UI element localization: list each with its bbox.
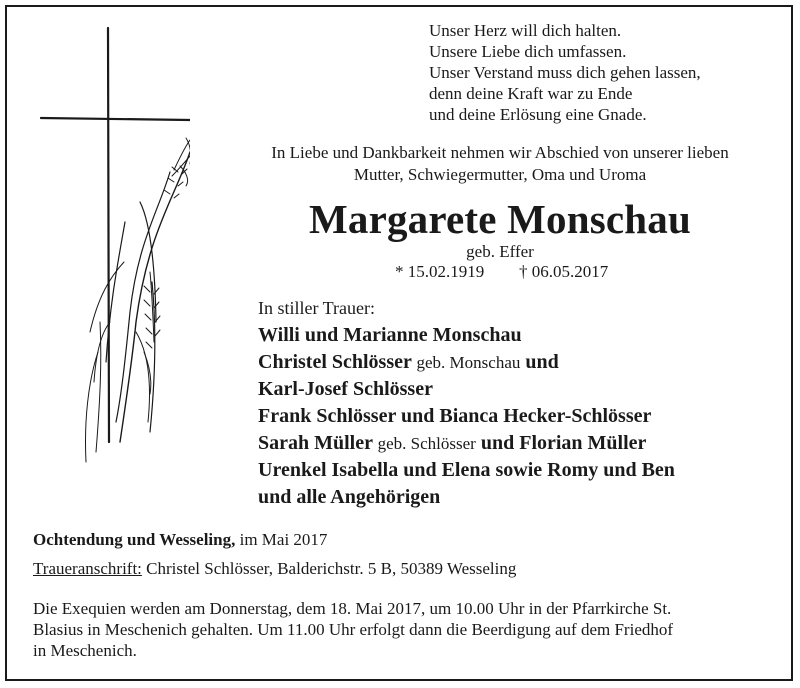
mourner-line: Willi und Marianne Monschau bbox=[258, 324, 522, 346]
poem bbox=[429, 20, 789, 125]
mourner-line: und alle Angehörigen bbox=[258, 486, 441, 508]
death-date: † 06.05.2017 bbox=[519, 262, 609, 281]
funeral-line: Blasius in Meschenich gehalten. Um 11.00 Uhr erfolgt dann die Beerdigung auf dem Friedhof bbox=[33, 620, 674, 639]
mourner-line: Urenkel Isabella und Elena sowie Romy und Ben bbox=[258, 459, 675, 481]
mourner-line: Frank Schlösser und Bianca Hecker-Schlösser bbox=[258, 405, 652, 427]
maiden-name: geb. Effer bbox=[466, 242, 534, 261]
poem-line: und deine Erlösung eine Gnade. bbox=[429, 105, 647, 124]
poem-line: Unser Verstand muss dich gehen lassen, bbox=[429, 63, 701, 82]
mourning-address bbox=[33, 559, 516, 579]
mourner-name: und Florian Müller bbox=[480, 432, 647, 454]
place-and-date bbox=[33, 530, 327, 550]
wheat-icon bbox=[86, 138, 191, 462]
mourner-line bbox=[258, 349, 798, 376]
funeral-line: in Meschenich. bbox=[33, 641, 137, 660]
intro-line: Mutter, Schwiegermutter, Oma und Uroma bbox=[353, 165, 647, 184]
address-label: Traueranschrift: bbox=[33, 559, 142, 578]
intro-line: In Liebe und Dankbarkeit nehmen wir Abschied von unserer lieben bbox=[271, 143, 729, 162]
mourner-nee: geb. Monschau bbox=[416, 353, 521, 372]
address-value: Christel Schlösser, Balderichstr. 5 B, 50389 Wesseling bbox=[146, 559, 517, 578]
farewell-intro bbox=[200, 142, 800, 186]
mourning-heading: In stiller Trauer: bbox=[258, 298, 375, 318]
cross-icon bbox=[41, 28, 190, 442]
mourner-name: Sarah Müller bbox=[258, 432, 373, 454]
place-names: Ochtendung und Wesseling, bbox=[33, 530, 236, 549]
life-dates bbox=[395, 262, 715, 282]
mourner-conjunction: und bbox=[525, 351, 559, 373]
mourner-line: Karl-Josef Schlösser bbox=[258, 378, 433, 400]
mourner-line bbox=[258, 430, 798, 457]
poem-line: Unser Herz will dich halten. bbox=[429, 21, 622, 40]
cross-and-wheat-illustration bbox=[40, 22, 190, 502]
mourner-nee: geb. Schlösser bbox=[377, 434, 476, 453]
poem-line: denn deine Kraft war zu Ende bbox=[429, 84, 633, 103]
funeral-details bbox=[33, 598, 783, 661]
birth-date: * 15.02.1919 bbox=[395, 262, 485, 281]
month-year: im Mai 2017 bbox=[239, 530, 328, 549]
mourners-list bbox=[258, 322, 798, 511]
deceased-name: Margarete Monschau bbox=[308, 196, 691, 242]
mourner-name: Christel Schlösser bbox=[258, 351, 412, 373]
funeral-line: Die Exequien werden am Donnerstag, dem 18. Mai 2017, um 10.00 Uhr in der Pfarrkirche St. bbox=[33, 599, 672, 618]
poem-line: Unsere Liebe dich umfassen. bbox=[429, 42, 627, 61]
